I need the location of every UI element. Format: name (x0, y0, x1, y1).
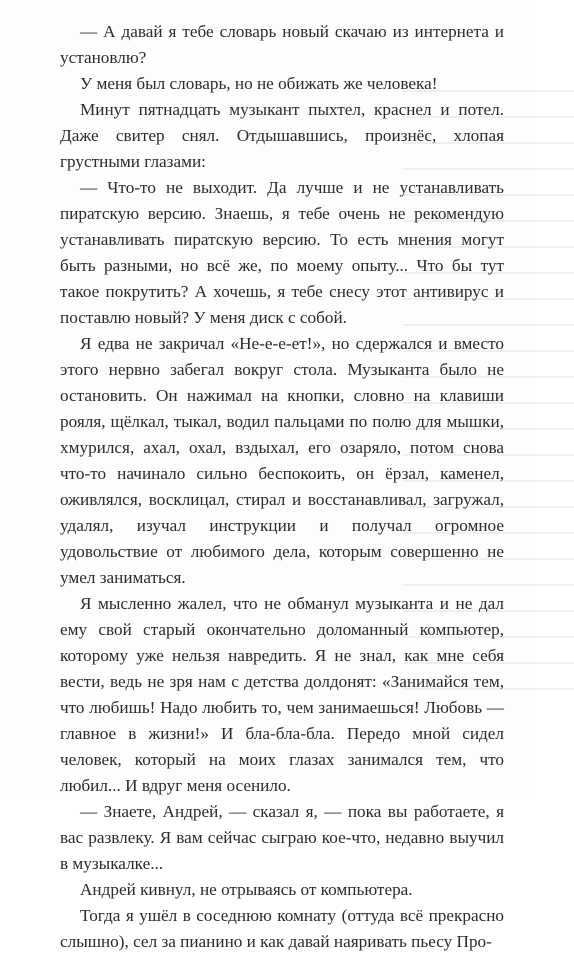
paragraph: Андрей кивнул, не отрываясь от компьютера. (80, 880, 413, 899)
page-body-text (60, 19, 504, 955)
paragraph: — А давай я тебе словарь новый скачаю из интернета и установлю? (60, 22, 504, 67)
paragraph: — Знаете, Андрей, — сказал я, — пока вы работаете, я вас развлеку. Я вам сейчас сыграю кое-что, недавно выучил в музыкалке... (60, 802, 504, 873)
paragraph: У меня был словарь, но не обижать же человека! (80, 74, 438, 93)
paragraph: Я мысленно жалел, что не обманул музыканта и не дал ему свой старый окончательно доломанный компьютер, которому уже нельзя навредить. Я не знал, как мне себя вести, ведь не зря нам с детства долдонят: «Занимайся тем, что любишь! Надо любить то, чем занимаешься! Любовь — главное в жизни!» И бла-бла-бла. Передо мной сидел человек, который на моих глазах занимался тем, что любил... И вдруг меня осенило. (60, 594, 504, 795)
paragraph: Я едва не закричал «Не-е-е-ет!», но сдержался и вместо этого нервно забегал вокруг стола. Музыканта было не остановить. Он нажимал на кнопки, словно на клавиши рояля, щёлкал, тыкал, водил пальцами по полю для мышки, хмурился, ахал, охал, вздыхал, его озаряло, потом снова что-то начинало сильно беспокоить, он ёрзал, каменел, оживлялся, восклицал, стирал и восстанавливал, загружал, удалял, изучал инструкции и получал огромное удовольствие от любимого дела, которым совершенно не умел заниматься. (60, 334, 504, 587)
paragraph: Тогда я ушёл в соседнюю комнату (оттуда всё прекрасно слышно), сел за пианино и как давай наяривать пьесу Про- (60, 906, 504, 951)
paragraph: — Что-то не выходит. Да лучше и не устанавливать пиратскую версию. Знаешь, я тебе очень не рекомендую устанавливать пиратскую версию. То есть мнения могут быть разными, но всё же, по моему опыту... Что бы тут такое покрутить? А хочешь, я тебе снесу этот антивирус и поставлю новый? У меня диск с собой. (60, 178, 504, 327)
paragraph: Минут пятнадцать музыкант пыхтел, краснел и потел. Даже свитер снял. Отдышавшись, произнёс, хлопая грустными глазами: (60, 100, 504, 171)
